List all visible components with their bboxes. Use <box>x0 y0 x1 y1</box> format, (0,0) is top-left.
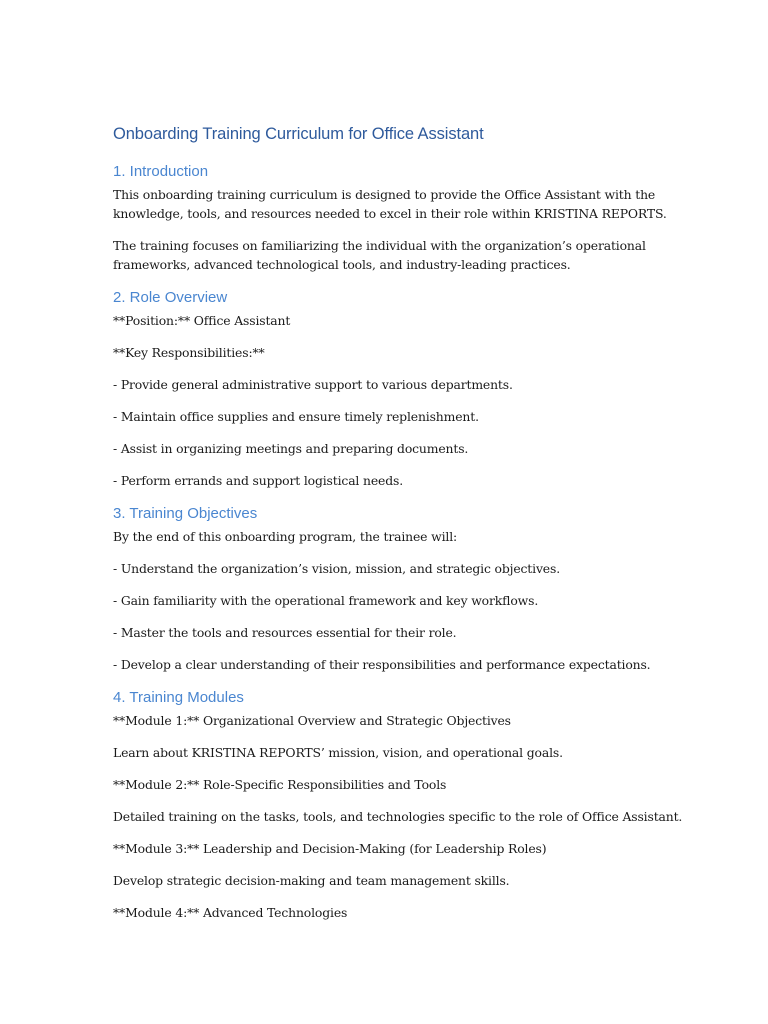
responsibility-list-item: - Perform errands and support logistical needs. <box>113 473 404 488</box>
objective-list-item: - Develop a clear understanding of their responsibilities and performance expectations. <box>113 657 651 672</box>
introduction-paragraph-2-line-2: frameworks, advanced technological tools, and industry-leading practices. <box>113 257 571 272</box>
responsibility-list-item: - Provide general administrative support to various departments. <box>113 377 513 392</box>
introduction-paragraph-1-line-2: knowledge, tools, and resources needed to excel in their role within KRISTINA REPORTS. <box>113 206 667 221</box>
module-1-title-line: **Module 1:** Organizational Overview and Strategic Objectives <box>113 713 511 728</box>
responsibility-list-item: - Assist in organizing meetings and preparing documents. <box>113 441 469 456</box>
module-2-title-line: **Module 2:** Role-Specific Responsibilities and Tools <box>113 777 447 792</box>
module-3-description-line: Develop strategic decision-making and team management skills. <box>113 873 510 888</box>
role-key-responsibilities-label: **Key Responsibilities:** <box>113 345 265 360</box>
introduction-paragraph-1-line-1: This onboarding training curriculum is designed to provide the Office Assistant with the <box>113 187 656 202</box>
responsibility-list-item: - Maintain office supplies and ensure timely replenishment. <box>113 409 479 424</box>
role-position-line: **Position:** Office Assistant <box>113 313 291 328</box>
section-heading-training-objectives: 3. Training Objectives <box>113 505 258 522</box>
section-heading-introduction: 1. Introduction <box>113 163 209 180</box>
objective-list-item: - Gain familiarity with the operational framework and key workflows. <box>113 593 539 608</box>
document-title: Onboarding Training Curriculum for Office Assistant <box>113 125 484 143</box>
section-heading-role-overview: 2. Role Overview <box>113 289 228 306</box>
objective-list-item: - Understand the organization’s vision, mission, and strategic objectives. <box>113 561 560 576</box>
module-2-description-line: Detailed training on the tasks, tools, and technologies specific to the role of Office Assistant. <box>113 809 683 824</box>
section-heading-training-modules: 4. Training Modules <box>113 689 244 706</box>
introduction-paragraph-2-line-1: The training focuses on familiarizing the individual with the organization’s operational <box>113 238 646 253</box>
objectives-intro-line: By the end of this onboarding program, the trainee will: <box>113 529 458 544</box>
module-3-title-line: **Module 3:** Leadership and Decision-Making (for Leadership Roles) <box>113 841 547 856</box>
module-4-title-line: **Module 4:** Advanced Technologies <box>113 905 348 920</box>
module-1-description-line: Learn about KRISTINA REPORTS’ mission, vision, and operational goals. <box>113 745 563 760</box>
objective-list-item: - Master the tools and resources essential for their role. <box>113 625 457 640</box>
